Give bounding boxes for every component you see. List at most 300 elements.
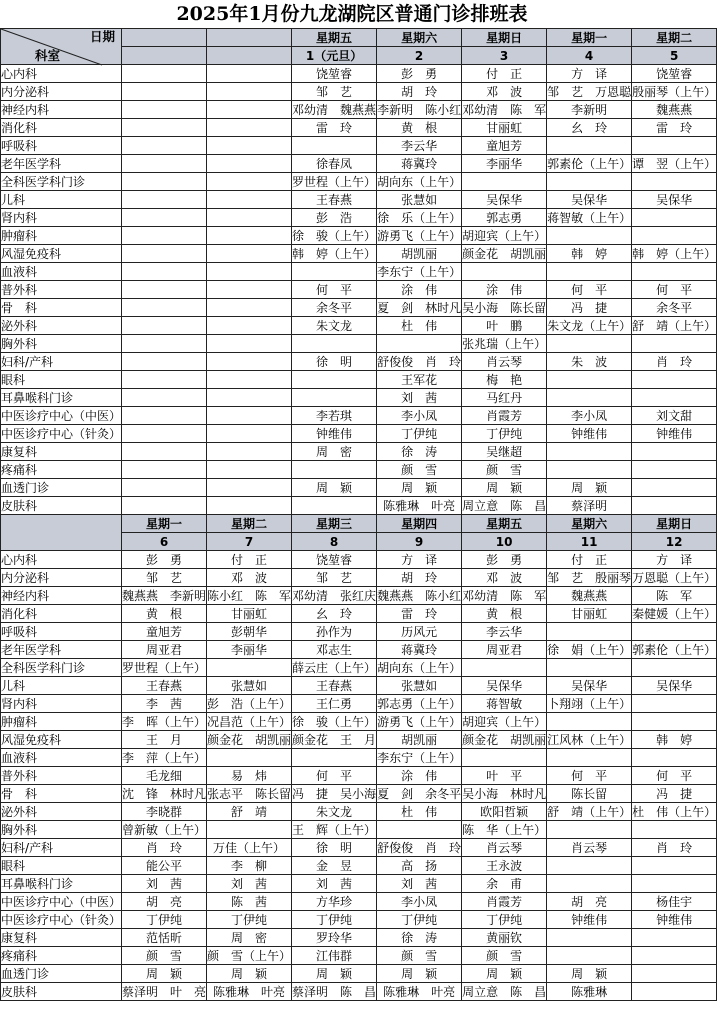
schedule-cell	[122, 155, 207, 173]
doctor-cell	[632, 623, 717, 641]
doctor-cell: 李丽华	[207, 641, 292, 659]
schedule-cell	[122, 299, 207, 317]
doctor-cell: 吴小海 林时凡	[462, 786, 547, 801]
schedule-row	[1, 191, 717, 209]
doctor-cell	[207, 821, 292, 839]
department-name: 风湿免疫科	[1, 245, 122, 263]
doctor-cell: 周立意 陈 昌	[462, 984, 547, 999]
doctor-cell	[547, 173, 632, 191]
date-header: 12	[632, 533, 717, 551]
schedule-row	[1, 299, 717, 317]
doctor-cell: 吴小海 陈长留	[462, 300, 547, 315]
doctor-cell: 颜 雪	[122, 947, 207, 965]
department-name: 儿科	[1, 191, 122, 209]
department-name: 呼吸科	[1, 623, 122, 641]
doctor-cell	[547, 371, 632, 389]
schedule-cell	[122, 245, 207, 263]
doctor-cell: 韩 婷	[547, 245, 632, 263]
schedule-cell	[207, 155, 292, 173]
doctor-cell	[632, 443, 717, 461]
doctor-cell: 朱 波	[547, 353, 632, 371]
schedule-row	[1, 137, 717, 155]
schedule-row	[1, 821, 717, 839]
doctor-cell: 夏 剑 余冬平	[377, 786, 462, 801]
doctor-cell: 徐 骏（上午）	[292, 714, 377, 729]
schedule-cell	[207, 83, 292, 101]
department-name: 消化科	[1, 605, 122, 623]
doctor-cell	[292, 749, 377, 767]
schedule-cell	[207, 443, 292, 461]
date-header-label: 日期	[90, 29, 116, 44]
doctor-cell: 胡迎宾（上午）	[462, 228, 547, 243]
doctor-cell: 蔡泽明 陈 昌	[292, 984, 377, 999]
schedule-cell	[207, 317, 292, 335]
doctor-cell: 梅 艳	[462, 371, 547, 389]
doctor-cell: 邓幼清 张红庆	[292, 588, 377, 603]
doctor-cell: 李丽华	[462, 155, 547, 173]
doctor-cell	[292, 497, 377, 515]
doctor-cell: 邓幼清 陈 军	[462, 588, 547, 603]
doctor-cell: 胡 亮	[122, 893, 207, 911]
doctor-cell: 舒俊俊 肖 玲	[377, 354, 462, 369]
schedule-cell	[122, 191, 207, 209]
schedule-cell	[122, 263, 207, 281]
doctor-cell: 肖 玲	[632, 353, 717, 371]
department-name: 血液科	[1, 749, 122, 767]
doctor-cell: 王春燕	[122, 677, 207, 695]
doctor-cell: 吴保华	[632, 677, 717, 695]
schedule-row	[1, 173, 717, 191]
doctor-cell: 幺 玲	[292, 605, 377, 623]
doctor-cell	[462, 659, 547, 677]
doctor-cell: 周 颖	[462, 479, 547, 497]
doctor-cell: 魏燕燕	[632, 101, 717, 119]
schedule-row	[1, 587, 717, 605]
doctor-cell: 金 昱	[292, 857, 377, 875]
doctor-cell: 欧阳哲颖	[462, 803, 547, 821]
doctor-cell: 甘丽虹	[207, 605, 292, 623]
weekday-header: 星期二	[632, 29, 717, 47]
doctor-cell: 胡向东（上午）	[377, 174, 462, 189]
doctor-cell	[462, 263, 547, 281]
doctor-cell: 何 平	[292, 767, 377, 785]
date-header: 8	[292, 533, 377, 551]
doctor-cell	[632, 983, 717, 1001]
doctor-cell: 叶 鹏	[462, 317, 547, 335]
department-name: 胸外科	[1, 335, 122, 353]
doctor-cell: 周 颖	[292, 965, 377, 983]
doctor-cell: 李东宁（上午）	[377, 750, 462, 765]
schedule-cell	[207, 101, 292, 119]
doctor-cell: 童旭芳	[122, 623, 207, 641]
doctor-cell	[632, 821, 717, 839]
doctor-cell: 陈小红 陈 军	[207, 588, 292, 603]
schedule-row	[1, 767, 717, 785]
doctor-cell: 吴保华	[547, 677, 632, 695]
schedule-cell	[207, 299, 292, 317]
department-name: 胸外科	[1, 821, 122, 839]
doctor-cell	[632, 335, 717, 353]
doctor-cell: 陈 军	[632, 587, 717, 605]
doctor-cell: 张慧如	[377, 677, 462, 695]
doctor-cell: 周 颖	[377, 965, 462, 983]
schedule-row	[1, 695, 717, 713]
schedule-row	[1, 119, 717, 137]
schedule-row	[1, 929, 717, 947]
doctor-cell: 余 甫	[462, 875, 547, 893]
schedule-row	[1, 875, 717, 893]
schedule-row	[1, 497, 717, 515]
schedule-cell	[207, 137, 292, 155]
doctor-cell: 邹 艺	[292, 83, 377, 101]
schedule-cell	[207, 209, 292, 227]
doctor-cell: 陈雅琳	[547, 983, 632, 1001]
date-header: 10	[462, 533, 547, 551]
doctor-cell: 毛龙细	[122, 767, 207, 785]
doctor-cell: 韩 婷	[632, 731, 717, 749]
doctor-cell	[632, 461, 717, 479]
doctor-cell: 吴继超	[462, 443, 547, 461]
doctor-cell	[632, 659, 717, 677]
doctor-cell: 肖 玲	[632, 839, 717, 857]
department-name: 肿瘤科	[1, 713, 122, 731]
doctor-cell: 颜金花 胡凯丽	[462, 246, 547, 261]
doctor-cell: 王 月	[122, 731, 207, 749]
date-header: 2	[377, 47, 462, 65]
schedule-row	[1, 641, 717, 659]
department-name: 心内科	[1, 65, 122, 83]
doctor-cell: 邓 波	[462, 569, 547, 587]
doctor-cell: 童旭芳	[462, 137, 547, 155]
doctor-cell: 王军花	[377, 371, 462, 389]
doctor-cell: 邹 艺 万恩聪	[547, 84, 632, 99]
department-name: 心内科	[1, 551, 122, 569]
doctor-cell	[377, 821, 462, 839]
doctor-cell: 李云华	[462, 623, 547, 641]
schedule-cell	[122, 65, 207, 83]
weekday-header: 星期五	[462, 515, 547, 533]
doctor-cell: 肖 玲	[122, 839, 207, 857]
doctor-cell: 彭 浩	[292, 209, 377, 227]
schedule-row	[1, 839, 717, 857]
doctor-cell: 能公平	[122, 857, 207, 875]
weekday-header: 星期六	[377, 29, 462, 47]
doctor-cell: 张慧如	[377, 191, 462, 209]
doctor-cell: 冯 捷 吴小海	[292, 786, 377, 801]
doctor-cell: 何 平	[632, 767, 717, 785]
doctor-cell: 颜 雪	[377, 947, 462, 965]
doctor-cell: 甘丽虹	[547, 605, 632, 623]
schedule-cell	[122, 119, 207, 137]
doctor-cell	[547, 749, 632, 767]
schedule-cell	[122, 137, 207, 155]
doctor-cell	[292, 335, 377, 353]
doctor-cell	[292, 461, 377, 479]
doctor-cell: 王 辉（上午）	[292, 822, 377, 837]
doctor-cell	[292, 137, 377, 155]
doctor-cell	[632, 713, 717, 731]
doctor-cell: 李新明 陈小红	[377, 102, 462, 117]
schedule-cell	[207, 425, 292, 443]
doctor-cell	[547, 821, 632, 839]
doctor-cell: 沈 锋 林时凡	[122, 786, 207, 801]
doctor-cell	[547, 929, 632, 947]
schedule-row	[1, 335, 717, 353]
doctor-cell: 钟维伟	[547, 911, 632, 929]
department-name: 疼痛科	[1, 947, 122, 965]
doctor-cell: 李 茜	[122, 695, 207, 713]
doctor-cell: 彭 勇	[462, 551, 547, 569]
schedule-row	[1, 209, 717, 227]
schedule-cell	[122, 497, 207, 515]
doctor-cell: 冯 捷	[632, 785, 717, 803]
doctor-cell: 饶堃睿	[632, 65, 717, 83]
schedule-cell	[207, 371, 292, 389]
dept-header-label: 科室	[35, 48, 61, 63]
doctor-cell	[632, 173, 717, 191]
date-header: 9	[377, 533, 462, 551]
doctor-cell: 冯 捷	[547, 299, 632, 317]
schedule-row	[1, 425, 717, 443]
weekday-header: 星期六	[547, 515, 632, 533]
doctor-cell: 蒋冀玲	[377, 641, 462, 659]
doctor-cell: 胡凯丽	[377, 731, 462, 749]
doctor-cell: 历风元	[377, 623, 462, 641]
doctor-cell: 饶堃睿	[292, 65, 377, 83]
department-name: 神经内科	[1, 101, 122, 119]
schedule-row	[1, 677, 717, 695]
schedule-cell	[207, 245, 292, 263]
department-name: 耳鼻喉科门诊	[1, 389, 122, 407]
doctor-cell: 周 颖	[122, 965, 207, 983]
schedule-row	[1, 857, 717, 875]
doctor-cell	[632, 479, 717, 497]
schedule-cell	[207, 335, 292, 353]
doctor-cell	[377, 335, 462, 353]
doctor-cell: 徐 明	[292, 839, 377, 857]
doctor-cell: 黄 根	[122, 605, 207, 623]
doctor-cell: 丁伊纯	[462, 425, 547, 443]
doctor-cell: 朱文龙（上午）	[547, 318, 632, 333]
weekday-header: 星期三	[292, 515, 377, 533]
doctor-cell: 魏燕燕 陈小红	[377, 588, 462, 603]
schedule-row	[1, 479, 717, 497]
doctor-cell: 周 颖	[292, 479, 377, 497]
doctor-cell: 周亚君	[122, 641, 207, 659]
doctor-cell: 郭志勇	[462, 209, 547, 227]
date-header: 6	[122, 533, 207, 551]
doctor-cell: 邹 艺	[292, 569, 377, 587]
doctor-cell: 饶堃睿	[292, 551, 377, 569]
doctor-cell	[547, 659, 632, 677]
schedule-row	[1, 461, 717, 479]
schedule-cell	[122, 173, 207, 191]
doctor-cell: 杨佳宇	[632, 893, 717, 911]
doctor-cell: 徐 骏（上午）	[292, 228, 377, 243]
schedule-row	[1, 443, 717, 461]
doctor-cell: 蒋智敏（上午）	[547, 210, 632, 225]
schedule-row	[1, 569, 717, 587]
doctor-cell: 黄 根	[377, 119, 462, 137]
doctor-cell: 万佳（上午）	[207, 839, 292, 857]
doctor-cell: 何 平	[632, 281, 717, 299]
doctor-cell: 何 平	[547, 281, 632, 299]
schedule-row	[1, 281, 717, 299]
corner-header-cell	[1, 29, 122, 65]
department-name: 普外科	[1, 281, 122, 299]
schedule-cell	[207, 353, 292, 371]
doctor-cell: 刘 茜	[292, 875, 377, 893]
doctor-cell: 胡 玲	[377, 83, 462, 101]
doctor-cell: 彭 浩（上午）	[207, 696, 292, 711]
doctor-cell: 肖霞芳	[462, 893, 547, 911]
doctor-cell: 涂 伟	[377, 767, 462, 785]
doctor-cell: 肖云琴	[547, 839, 632, 857]
doctor-cell: 舒 靖（上午）	[632, 318, 717, 333]
doctor-cell: 丁伊纯	[462, 911, 547, 929]
department-name: 内分泌科	[1, 83, 122, 101]
department-name: 皮肤科	[1, 983, 122, 1001]
doctor-cell: 蒋智敏	[462, 695, 547, 713]
schedule-row	[1, 965, 717, 983]
doctor-cell: 李云华	[377, 137, 462, 155]
doctor-cell: 易 炜	[207, 767, 292, 785]
doctor-cell: 马红丹	[462, 389, 547, 407]
doctor-cell: 舒俊俊 肖 玲	[377, 840, 462, 855]
schedule-cell	[207, 389, 292, 407]
weekday-header: 星期四	[377, 515, 462, 533]
doctor-cell: 陈雅琳 叶亮	[377, 497, 462, 515]
department-name: 眼科	[1, 857, 122, 875]
date-header: 1（元旦）	[292, 47, 377, 65]
department-name: 内分泌科	[1, 569, 122, 587]
doctor-cell: 江风林（上午）	[547, 732, 632, 747]
doctor-cell: 陈雅琳 叶亮	[377, 983, 462, 1001]
schedule-row	[1, 353, 717, 371]
doctor-cell: 钟维伟	[632, 425, 717, 443]
doctor-cell: 丁伊纯	[292, 911, 377, 929]
doctor-cell	[547, 875, 632, 893]
doctor-cell: 丁伊纯	[377, 425, 462, 443]
schedule-row	[1, 749, 717, 767]
doctor-cell: 周 颖	[547, 479, 632, 497]
date-header	[207, 47, 292, 65]
doctor-cell: 李晓群	[122, 803, 207, 821]
doctor-cell: 李 晖（上午）	[122, 714, 207, 729]
doctor-cell: 卜翔翊（上午）	[547, 696, 632, 711]
doctor-cell: 李东宁（上午）	[377, 264, 462, 279]
doctor-cell: 朱文龙	[292, 803, 377, 821]
doctor-cell: 雷 玲	[377, 605, 462, 623]
doctor-cell: 郭素伦（上午）	[632, 642, 717, 657]
doctor-cell: 余冬平	[632, 299, 717, 317]
doctor-cell: 雷 玲	[632, 119, 717, 137]
schedule-cell	[122, 281, 207, 299]
doctor-cell: 周亚君	[462, 641, 547, 659]
department-name: 血透门诊	[1, 479, 122, 497]
doctor-cell	[632, 857, 717, 875]
doctor-cell: 颜 雪	[377, 461, 462, 479]
doctor-cell: 丁伊纯	[122, 911, 207, 929]
doctor-cell: 夏 剑 林时凡	[377, 300, 462, 315]
doctor-cell: 吴保华	[547, 191, 632, 209]
department-name: 肾内科	[1, 209, 122, 227]
department-name: 中医诊疗中心（中医）	[1, 408, 122, 423]
department-name: 消化科	[1, 119, 122, 137]
schedule-cell	[207, 227, 292, 245]
schedule-cell	[207, 65, 292, 83]
schedule-row	[1, 623, 717, 641]
date-header: 11	[547, 533, 632, 551]
doctor-cell: 邓 波	[462, 83, 547, 101]
doctor-cell	[632, 137, 717, 155]
doctor-cell: 邓志生	[292, 641, 377, 659]
date-header: 4	[547, 47, 632, 65]
doctor-cell: 张兆瑞（上午）	[462, 336, 547, 351]
corner-header-cell	[1, 515, 122, 551]
doctor-cell: 高 扬	[377, 857, 462, 875]
schedule-grid	[0, 28, 717, 1001]
schedule-row	[1, 227, 717, 245]
doctor-cell: 徐 涛	[377, 443, 462, 461]
doctor-cell: 游勇飞（上午）	[377, 714, 462, 729]
doctor-cell: 游勇飞（上午）	[377, 228, 462, 243]
doctor-cell: 周 颖	[462, 965, 547, 983]
doctor-cell: 颜 雪	[462, 461, 547, 479]
weekday-header: 星期二	[207, 515, 292, 533]
weekday-header	[122, 29, 207, 47]
doctor-cell: 曾新敏（上午）	[122, 822, 207, 837]
doctor-cell: 胡向东（上午）	[377, 660, 462, 675]
doctor-cell: 方华珍	[292, 893, 377, 911]
doctor-cell: 付 正	[547, 551, 632, 569]
doctor-cell: 黄 根	[462, 605, 547, 623]
schedule-row	[1, 713, 717, 731]
doctor-cell: 薛云庄（上午）	[292, 660, 377, 675]
schedule-cell	[122, 425, 207, 443]
doctor-cell: 何 平	[547, 767, 632, 785]
doctor-cell: 范恬昕	[122, 929, 207, 947]
doctor-cell: 叶 平	[462, 767, 547, 785]
doctor-cell: 周立意 陈 昌	[462, 498, 547, 513]
doctor-cell: 殷丽琴（上午）	[632, 84, 717, 99]
doctor-cell: 谭 翌（上午）	[632, 156, 717, 171]
department-name: 血透门诊	[1, 965, 122, 983]
doctor-cell: 邹 艺	[122, 569, 207, 587]
doctor-cell	[292, 371, 377, 389]
doctor-cell: 幺 玲	[547, 119, 632, 137]
schedule-cell	[122, 371, 207, 389]
doctor-cell	[547, 335, 632, 353]
doctor-cell: 雷 玲	[292, 119, 377, 137]
doctor-cell: 陈雅琳 叶亮	[207, 983, 292, 1001]
schedule-table	[0, 28, 717, 1001]
department-name: 中医诊疗中心（中医）	[1, 894, 122, 909]
doctor-cell: 徐 乐（上午）	[377, 210, 462, 225]
doctor-cell: 舒 靖	[207, 803, 292, 821]
doctor-cell	[547, 389, 632, 407]
doctor-cell	[632, 389, 717, 407]
department-name: 中医诊疗中心（针灸）	[1, 426, 122, 441]
schedule-cell	[122, 335, 207, 353]
doctor-cell	[462, 749, 547, 767]
doctor-cell: 杜 伟	[377, 803, 462, 821]
doctor-cell	[462, 173, 547, 191]
doctor-cell: 钟维伟	[292, 425, 377, 443]
doctor-cell: 刘 茜	[377, 875, 462, 893]
doctor-cell	[632, 929, 717, 947]
weekday-header-row	[1, 29, 717, 47]
